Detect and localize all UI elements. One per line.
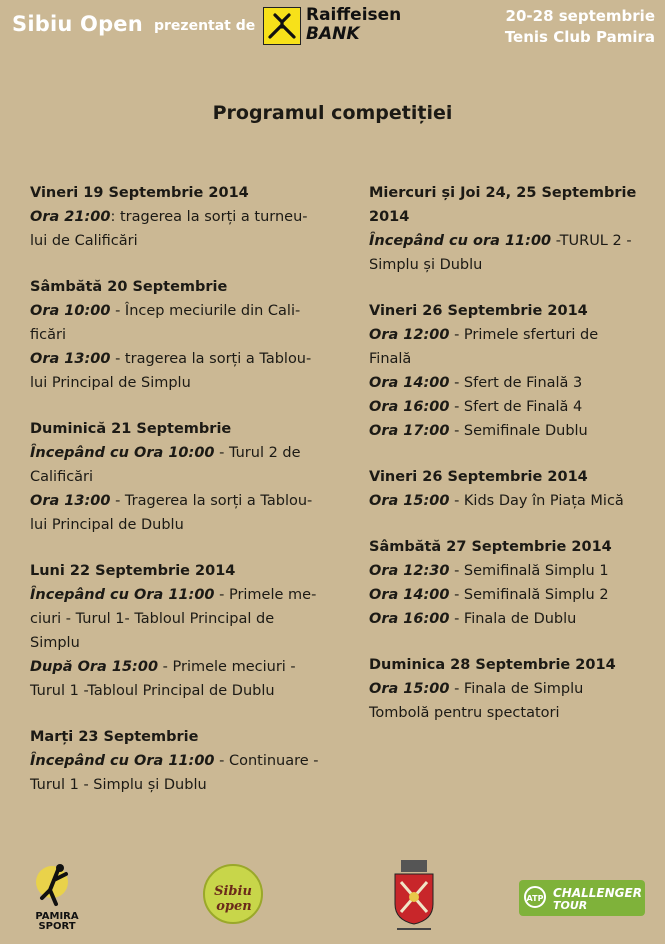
- schedule-line: [369, 229, 649, 253]
- schedule-text: - Sfert de Finală 3: [449, 375, 583, 391]
- schedule-line: [369, 607, 649, 631]
- day-heading: Sâmbătă 20 Septembrie: [30, 279, 228, 295]
- schedule-text: Simplu: [30, 635, 80, 651]
- sponsor-name: [306, 6, 401, 44]
- schedule-text: - tragerea la sorți a Tablou-: [110, 351, 312, 367]
- schedule-text: Simplu și Dublu: [369, 257, 483, 273]
- schedule-line: [30, 655, 330, 679]
- event-dates: 20-28 septembrie: [505, 7, 655, 25]
- schedule-time: După Ora 15:00: [30, 659, 159, 675]
- day-heading: Vineri 19 Septembrie 2014: [30, 185, 249, 201]
- day-heading: Marți 23 Septembrie: [30, 729, 199, 745]
- schedule-time: Începând cu ora 11:00: [369, 233, 552, 249]
- schedule-time: Ora 14:00: [369, 587, 450, 603]
- schedule-line: [30, 773, 330, 797]
- svg-text:Sibiu: Sibiu: [214, 884, 252, 899]
- day-heading: Luni 22 Septembrie 2014: [30, 563, 236, 579]
- schedule-line: [369, 371, 649, 395]
- schedule-text: - Continuare -: [214, 753, 319, 769]
- svg-text:PAMIRA: PAMIRA: [35, 911, 79, 922]
- day-heading: Vineri 26 Septembrie 2014: [369, 469, 588, 485]
- schedule-text: ciuri - Turul 1- Tabloul Principal de: [30, 611, 275, 627]
- svg-text:open: open: [216, 899, 252, 914]
- schedule-text: lui Principal de Dublu: [30, 517, 184, 533]
- schedule-time: Începând cu Ora 11:00: [30, 753, 215, 769]
- schedule-time: Începând cu Ora 11:00: [30, 587, 215, 603]
- svg-text:ATP: ATP: [526, 894, 544, 903]
- schedule-text: - Tragerea la sorți a Tablou-: [110, 493, 313, 509]
- schedule-line: [30, 631, 330, 655]
- schedule-day: [30, 417, 330, 537]
- schedule-text: Turul 1 - Simplu și Dublu: [30, 777, 207, 793]
- schedule-text: - Sfert de Finală 4: [449, 399, 583, 415]
- schedule-day: [30, 181, 330, 253]
- schedule-day: [369, 181, 649, 277]
- presented-by-text: prezentat de: [154, 18, 256, 34]
- header-bar: [0, 0, 665, 58]
- schedule-line: [369, 677, 649, 701]
- schedule-text: ficări: [30, 327, 66, 343]
- svg-text:SPORT: SPORT: [38, 921, 76, 930]
- day-heading: Miercuri și Joi 24, 25 Septembrie 2014: [369, 185, 637, 225]
- schedule-text: lui Principal de Simplu: [30, 375, 191, 391]
- schedule-line: [369, 419, 649, 443]
- schedule-text: : tragerea la sorți a turneu-: [110, 209, 308, 225]
- schedule-line: [30, 749, 330, 773]
- schedule-time: Ora 16:00: [369, 399, 450, 415]
- schedule-line: [30, 441, 330, 465]
- schedule-line: [30, 371, 330, 395]
- schedule-day: [30, 275, 330, 395]
- day-heading: Duminica 28 Septembrie 2014: [369, 657, 616, 673]
- page-title: Programul competiției: [212, 102, 453, 124]
- schedule-text: Tombolă pentru spectatori: [369, 705, 560, 721]
- event-venue: Tenis Club Pamira: [504, 28, 655, 46]
- schedule-text: - Finala de Simplu: [449, 681, 584, 697]
- schedule-text: - Turul 2 de: [214, 445, 301, 461]
- schedule-line: [30, 513, 330, 537]
- raiffeisen-logo-icon: [263, 7, 301, 45]
- schedule-text: - Primele me-: [214, 587, 317, 603]
- schedule-line: [369, 701, 649, 725]
- schedule-text: Finală: [369, 351, 412, 367]
- schedule-day: [369, 653, 649, 725]
- schedule-text: - Semifinale Dublu: [449, 423, 588, 439]
- day-heading: Duminică 21 Septembrie: [30, 421, 232, 437]
- schedule-time: Ora 16:00: [369, 611, 450, 627]
- schedule-time: Ora 13:00: [30, 351, 111, 367]
- schedule-text: - Kids Day în Piața Mică: [449, 493, 624, 509]
- schedule-line: [30, 679, 330, 703]
- schedule-line: [30, 583, 330, 607]
- sponsor-line1: Raiffeisen: [306, 5, 402, 25]
- day-heading: Sâmbătă 27 Septembrie 2014: [369, 539, 612, 555]
- schedule-line: [369, 395, 649, 419]
- schedule-text: - Finala de Dublu: [449, 611, 577, 627]
- schedule-right-column: [369, 181, 649, 747]
- schedule-text: - Primele sferturi de: [449, 327, 599, 343]
- day-heading: Vineri 26 Septembrie 2014: [369, 303, 588, 319]
- sponsor-line2: BANK: [306, 24, 360, 44]
- schedule-text: lui de Calificări: [30, 233, 138, 249]
- schedule-day: [369, 535, 649, 631]
- schedule-line: [30, 607, 330, 631]
- schedule-line: [369, 323, 649, 347]
- schedule-line: [30, 205, 330, 229]
- schedule-time: Ora 10:00: [30, 303, 111, 319]
- sponsor-logos: [0, 850, 665, 940]
- schedule-time: Ora 13:00: [30, 493, 111, 509]
- schedule-time: Ora 15:00: [369, 493, 450, 509]
- schedule-time: Ora 12:30: [369, 563, 450, 579]
- schedule-line: [30, 347, 330, 371]
- schedule-line: [369, 489, 649, 513]
- schedule-day: [369, 299, 649, 443]
- schedule-left-column: [30, 181, 330, 819]
- pamira-sport-logo: [20, 860, 94, 930]
- schedule-text: -TURUL 2 -: [551, 233, 632, 249]
- svg-text:CHALLENGER: CHALLENGER: [553, 886, 642, 900]
- schedule-line: [369, 559, 649, 583]
- schedule-line: [30, 489, 330, 513]
- sibiu-open-logo: [203, 864, 263, 924]
- schedule-line: [369, 347, 649, 371]
- schedule-line: [369, 583, 649, 607]
- svg-text:TOUR: TOUR: [553, 899, 588, 912]
- schedule-time: Ora 14:00: [369, 375, 450, 391]
- schedule-time: Începând cu Ora 10:00: [30, 445, 215, 461]
- schedule-line: [30, 229, 330, 253]
- schedule-line: [30, 323, 330, 347]
- schedule-line: [30, 465, 330, 489]
- schedule-text: - Semifinală Simplu 2: [449, 587, 609, 603]
- schedule-text: Calificări: [30, 469, 94, 485]
- sibiu-city-crest-icon: [391, 858, 437, 934]
- schedule-text: - Încep meciurile din Cali-: [110, 303, 301, 319]
- schedule-time: Ora 21:00: [30, 209, 111, 225]
- schedule-day: [369, 465, 649, 513]
- schedule-line: [30, 299, 330, 323]
- schedule-time: Ora 17:00: [369, 423, 450, 439]
- schedule-time: Ora 15:00: [369, 681, 450, 697]
- schedule-time: Ora 12:00: [369, 327, 450, 343]
- atp-challenger-tour-logo: [519, 880, 645, 916]
- event-info: [505, 6, 655, 48]
- schedule-text: - Primele meciuri -: [158, 659, 296, 675]
- schedule-day: [30, 559, 330, 703]
- brand-title: Sibiu Open: [12, 12, 143, 36]
- schedule-day: [30, 725, 330, 797]
- schedule-text: - Semifinală Simplu 1: [449, 563, 609, 579]
- schedule-text: Turul 1 -Tabloul Principal de Dublu: [30, 683, 275, 699]
- schedule-line: [369, 253, 649, 277]
